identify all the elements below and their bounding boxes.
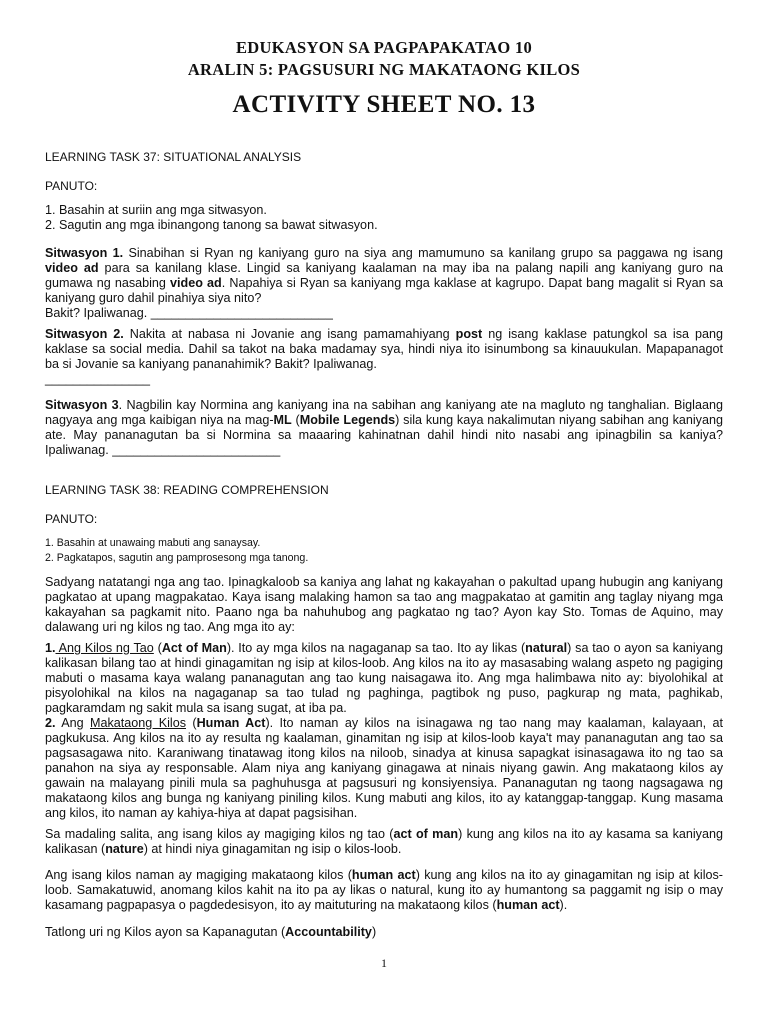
- task38-title: LEARNING TASK 38: READING COMPREHENSION: [45, 483, 329, 497]
- answer-line: Bakit? Ipaliwanag. __________________________: [45, 306, 333, 320]
- instruction-item: 2. Sagutin ang mga ibinangong tanong sa bawat sitwasyon.: [45, 218, 378, 232]
- essay-kilos-ng-tao: 1. Ang Kilos ng Tao (Act of Man). Ito ay mga kilos na nagaganap sa tao. Ito ay likas (natural) sa tao o ayon sa kaniyang kalikasan bilang tao at hindi ginagamitan ng isip at kilos-loob. Ang kilos na ito ay masasabing walang aspeto ng pagiging mabuti o masama kaya walang pananagutan ang tao kung naisagawa ito. Ang mga halimbawa nito ay: biyolohikal at pisyolohikal na kilos na nagaganap sa tao tulad ng paghinga, pagtibok ng puso, pagkurap ng mata, paghikab, pagkaramdam ng sakit mula sa isang sugat, at iba pa.: [45, 641, 724, 715]
- term-makataong-kilos: Makataong Kilos: [90, 716, 186, 730]
- task37-instructions: [45, 203, 723, 233]
- essay-makataong-kilos: 2. Ang Makataong Kilos (Human Act). Ito naman ay kilos na isinagawa ng tao nang may kaalaman, kalayaan, at pagkukusa. Ang kilos na ito ay resulta ng kaalaman, ginamitan ng isip at kilos-loob kaya't may pananagutan ang tao sa pagsasagawa nito. Karaniwang tinatawag itong kilos na niloob, sinadya at kinusa sapagkat isinasagawa ito ng tao sa panahon na siya ay responsable. Alam niya ang kaniyang ginagawa at ninais niyang gawin. Ang makataong kilos ay gawain na malayang pinili mula sa paghuhusga at pagsusuri ng konsiyensiya. Pananagutan ng taong nagsagawa ng makataong kilos ang bunga ng kaniyang piniling kilos. Kung mabuti ang kilos, ito ay katanggap-tanggap. Kung masama ang kilos, ito naman ay kahiya-hiya at dapat pagsisihan.: [45, 716, 723, 820]
- situation-label: Sitwasyon 1.: [45, 246, 124, 260]
- activity-sheet-title: ACTIVITY SHEET NO. 13: [232, 91, 536, 118]
- page-number: 1: [381, 956, 387, 970]
- situation-label: Sitwasyon 2.: [45, 327, 124, 341]
- essay-summary-act-of-man: Sa madaling salita, ang isang kilos ay magiging kilos ng tao (act of man) kung ang kilos na ito ay kasama sa kaniyang kalikasan (nature) at hindi niya ginagamitan ng isip o kilos-loob.: [45, 827, 723, 856]
- essay-intro: Sadyang natatangi nga ang tao. Ipinagkaloob sa kaniya ang lahat ng kakayahan o pakultad upang hubugin ang kaniyang pagkatao at upang magpakatao. Kaya isang malaking hamon sa tao ang magpakatao at gamitin ang taglay niyang mga kakayahan sa pagkamit nito. Paano nga ba nahuhubog ang pagkatao ng tao? Ayon kay Sto. Tomas de Aquino, may dalawang uri ng kilos ng tao. Ang mga ito ay:: [45, 575, 723, 634]
- lesson-title: ARALIN 5: PAGSUSURI NG MAKATAONG KILOS: [187, 60, 581, 79]
- task38-instructions: [45, 536, 723, 566]
- situation-3: Sitwasyon 3. Nagbilin kay Normina ang kaniyang ina na sabihan ang kaniyang ate na magluto ng tanghalian. Biglaang nagyaya ang mga kaibigan niya na mag-ML (Mobile Legends) sila kung kaya nakalimutan niyang sabihan ang kaniyang ate. May pananagutan ba si Normina sa maaaring kahinatnan dahil hindi nito nasabi ang ipinagbilin sa kaniya? Ipaliwanag. ________________________: [45, 398, 723, 457]
- task37-title: LEARNING TASK 37: SITUATIONAL ANALYSIS: [45, 150, 302, 164]
- situation-2: Sitwasyon 2. Nakita at nabasa ni Jovanie ang isang pamamahiyang post ng isang kaklase patungkol sa isa pang kaklase sa social media. Dahil sa takot na baka madamay sya, hindi niya ito isinumbong sa kinauukulan. Mapapanagot ba si Jovanie sa kaniyang pananahimik? Bakit? Ipaliwanag. _______________: [45, 327, 723, 386]
- instruction-item: 1. Basahin at suriin ang mga sitwasyon.: [45, 203, 267, 217]
- task37-panuto: PANUTO:: [45, 179, 98, 193]
- essay-accountability-heading: Tatlong uri ng Kilos ayon sa Kapanagutan (Accountability): [45, 925, 377, 939]
- answer-line: _______________: [45, 372, 151, 386]
- term-kilos-ng-tao: Ang Kilos ng Tao: [55, 641, 154, 655]
- subject-title: EDUKASYON SA PAGPAPAKATAO 10: [235, 38, 533, 57]
- situation-1: Sitwasyon 1. Sinabihan si Ryan ng kaniyang guro na siya ang mamumuno sa kanilang grupo sa paggawa ng isang video ad para sa kanilang klase. Lingid sa kaniyang kaalaman na may iba na palang napili ang kaniyang guro na gumawa ng nasabing video ad. Napahiya si Ryan sa kaniyang mga kaklase at kagrupo. Dapat bang magalit si Ryan sa kaniyang guro dahil pinahiya siya nito? Bakit? Ipaliwanag. __________________________: [45, 246, 723, 320]
- instruction-item: 2. Pagkatapos, sagutin ang pamprosesong mga tanong.: [45, 552, 309, 564]
- instruction-item: 1. Basahin at unawaing mabuti ang sanaysay.: [45, 537, 261, 549]
- task38-panuto: PANUTO:: [45, 512, 98, 526]
- essay-summary-human-act: Ang isang kilos naman ay magiging makataong kilos (human act) kung ang kilos na ito ay ginagamitan ng isip at kilos-loob. Samakatuwid, anomang kilos kahit na ito pa ay likas o natural, kung ito ay humantong sa paggamit ng isip o may kasamang pagpapasya o pagdedesisyon, ito ay maituturing na makataong kilos (human act).: [45, 868, 723, 912]
- situation-label: Sitwasyon 3: [45, 398, 119, 412]
